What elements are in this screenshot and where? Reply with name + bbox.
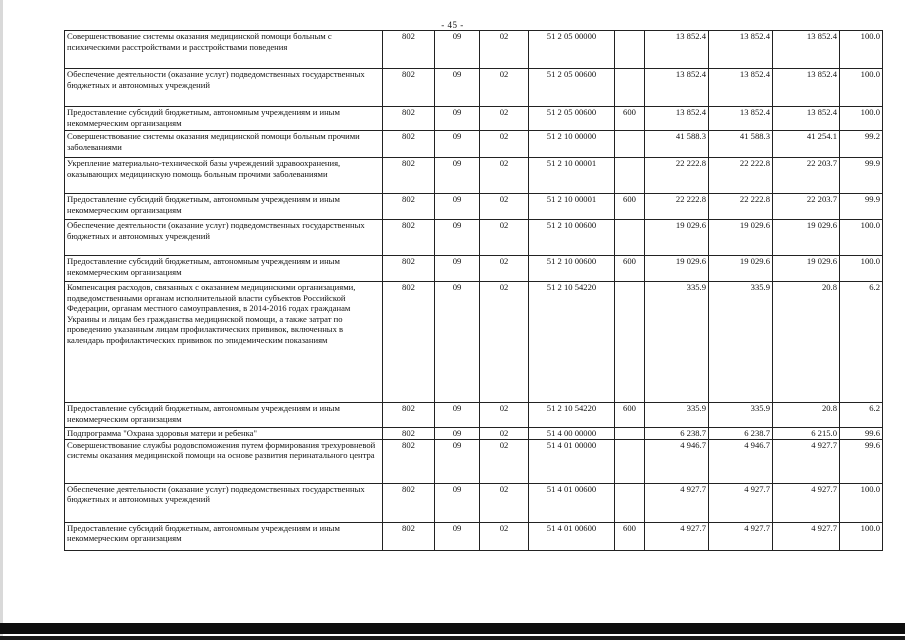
table-row: [65, 439, 883, 483]
target-article-cell: 51 2 10 00001: [529, 194, 615, 220]
row-name-cell: Компенсация расходов, связанных с оказанием медицинскими организациями, подведомственными органам исполнительной власти субъектов Российской Федерации, органам местного самоуправления, в 2014-2016 годах гражданам Украины и лицам без гражданства медицинской помощи, а также затрат по проведению указанным лицам профилактических прививок, включенных в календарь профилактических прививок по эпидемическим показаниям: [65, 282, 383, 403]
target-article-cell: 51 4 00 00000: [529, 428, 615, 440]
approved-amount-cell: 19 029.6: [645, 256, 709, 282]
subsection-code-cell: 02: [480, 220, 529, 256]
expense-type-cell: [615, 31, 645, 69]
refined-amount-cell: 6 238.7: [709, 428, 773, 440]
expense-type-cell: [615, 131, 645, 158]
expense-type-cell: [615, 439, 645, 483]
expense-type-cell: 600: [615, 403, 645, 428]
approved-amount-cell: 6 238.7: [645, 428, 709, 440]
subsection-code-cell: 02: [480, 256, 529, 282]
expense-type-cell: [615, 483, 645, 522]
approved-amount-cell: 19 029.6: [645, 220, 709, 256]
refined-amount-cell: 13 852.4: [709, 107, 773, 131]
subsection-code-cell: 02: [480, 194, 529, 220]
table-row: [65, 69, 883, 107]
row-name-cell: Обеспечение деятельности (оказание услуг) подведомственных государственных бюджетных и автономных учреждений: [65, 220, 383, 256]
execution-percent-cell: 99.2: [840, 131, 883, 158]
section-code-cell: 09: [435, 522, 480, 550]
refined-amount-cell: 13 852.4: [709, 69, 773, 107]
row-name-cell: Совершенствование службы родовспоможения путем формирования трехуровневой системы оказания медицинской помощи на основе развития перинатального центра: [65, 439, 383, 483]
subsection-code-cell: 02: [480, 131, 529, 158]
table-row: [65, 282, 883, 403]
section-code-cell: 09: [435, 256, 480, 282]
section-code-cell: 09: [435, 69, 480, 107]
ministry-code-cell: 802: [383, 131, 435, 158]
target-article-cell: 51 4 01 00600: [529, 483, 615, 522]
row-name-cell: Подпрограмма "Охрана здоровья матери и ребенка": [65, 428, 383, 440]
page-number: - 45 -: [441, 20, 464, 30]
subsection-code-cell: 02: [480, 522, 529, 550]
executed-amount-cell: 4 927.7: [773, 483, 840, 522]
target-article-cell: 51 2 10 54220: [529, 403, 615, 428]
table-row: [65, 194, 883, 220]
scan-dark-band-lower: [0, 636, 905, 640]
row-name-cell: Укрепление материально-технической базы учреждений здравоохранения, оказывающих медицинскую помощь больным прочими заболеваниями: [65, 158, 383, 194]
approved-amount-cell: 13 852.4: [645, 107, 709, 131]
execution-percent-cell: 100.0: [840, 483, 883, 522]
ministry-code-cell: 802: [383, 158, 435, 194]
subsection-code-cell: 02: [480, 69, 529, 107]
executed-amount-cell: 20.8: [773, 403, 840, 428]
executed-amount-cell: 13 852.4: [773, 69, 840, 107]
approved-amount-cell: 4 927.7: [645, 483, 709, 522]
executed-amount-cell: 20.8: [773, 282, 840, 403]
executed-amount-cell: 19 029.6: [773, 220, 840, 256]
expense-type-cell: 600: [615, 256, 645, 282]
subsection-code-cell: 02: [480, 428, 529, 440]
expense-type-cell: [615, 282, 645, 403]
execution-percent-cell: 100.0: [840, 522, 883, 550]
expense-type-cell: [615, 69, 645, 107]
target-article-cell: 51 4 01 00000: [529, 439, 615, 483]
refined-amount-cell: 335.9: [709, 403, 773, 428]
refined-amount-cell: 19 029.6: [709, 256, 773, 282]
executed-amount-cell: 6 215.0: [773, 428, 840, 440]
execution-percent-cell: 99.9: [840, 158, 883, 194]
approved-amount-cell: 13 852.4: [645, 31, 709, 69]
target-article-cell: 51 2 10 00000: [529, 131, 615, 158]
execution-percent-cell: 100.0: [840, 220, 883, 256]
expense-type-cell: 600: [615, 194, 645, 220]
section-code-cell: 09: [435, 107, 480, 131]
approved-amount-cell: 335.9: [645, 282, 709, 403]
table-row: [65, 107, 883, 131]
approved-amount-cell: 41 588.3: [645, 131, 709, 158]
target-article-cell: 51 2 10 00600: [529, 220, 615, 256]
executed-amount-cell: 4 927.7: [773, 439, 840, 483]
executed-amount-cell: 22 203.7: [773, 194, 840, 220]
section-code-cell: 09: [435, 131, 480, 158]
ministry-code-cell: 802: [383, 194, 435, 220]
expense-type-cell: 600: [615, 522, 645, 550]
execution-percent-cell: 99.6: [840, 428, 883, 440]
table-row: [65, 158, 883, 194]
row-name-cell: Предоставление субсидий бюджетным, автономным учреждениям и иным некоммерческим организациям: [65, 522, 383, 550]
ministry-code-cell: 802: [383, 256, 435, 282]
executed-amount-cell: 41 254.1: [773, 131, 840, 158]
ministry-code-cell: 802: [383, 483, 435, 522]
section-code-cell: 09: [435, 403, 480, 428]
approved-amount-cell: 335.9: [645, 403, 709, 428]
execution-percent-cell: 100.0: [840, 69, 883, 107]
budget-table: [64, 30, 883, 551]
section-code-cell: 09: [435, 158, 480, 194]
target-article-cell: 51 2 05 00600: [529, 107, 615, 131]
refined-amount-cell: 41 588.3: [709, 131, 773, 158]
target-article-cell: 51 2 05 00000: [529, 31, 615, 69]
table-row: [65, 522, 883, 550]
row-name-cell: Обеспечение деятельности (оказание услуг) подведомственных государственных бюджетных и автономных учреждений: [65, 69, 383, 107]
section-code-cell: 09: [435, 428, 480, 440]
table-row: [65, 428, 883, 440]
executed-amount-cell: 19 029.6: [773, 256, 840, 282]
table-row: [65, 31, 883, 69]
scan-left-edge: [0, 0, 3, 640]
ministry-code-cell: 802: [383, 282, 435, 403]
subsection-code-cell: 02: [480, 282, 529, 403]
table-row: [65, 483, 883, 522]
target-article-cell: 51 4 01 00600: [529, 522, 615, 550]
ministry-code-cell: 802: [383, 107, 435, 131]
ministry-code-cell: 802: [383, 522, 435, 550]
refined-amount-cell: 4 927.7: [709, 522, 773, 550]
ministry-code-cell: 802: [383, 428, 435, 440]
row-name-cell: Предоставление субсидий бюджетным, автономным учреждениям и иным некоммерческим организациям: [65, 107, 383, 131]
executed-amount-cell: 13 852.4: [773, 107, 840, 131]
execution-percent-cell: 100.0: [840, 256, 883, 282]
refined-amount-cell: 4 927.7: [709, 483, 773, 522]
target-article-cell: 51 2 10 00600: [529, 256, 615, 282]
ministry-code-cell: 802: [383, 31, 435, 69]
target-article-cell: 51 2 05 00600: [529, 69, 615, 107]
section-code-cell: 09: [435, 439, 480, 483]
refined-amount-cell: 19 029.6: [709, 220, 773, 256]
target-article-cell: 51 2 10 00001: [529, 158, 615, 194]
execution-percent-cell: 100.0: [840, 107, 883, 131]
refined-amount-cell: 22 222.8: [709, 158, 773, 194]
row-name-cell: Предоставление субсидий бюджетным, автономным учреждениям и иным некоммерческим организациям: [65, 256, 383, 282]
approved-amount-cell: 22 222.8: [645, 194, 709, 220]
executed-amount-cell: 4 927.7: [773, 522, 840, 550]
subsection-code-cell: 02: [480, 107, 529, 131]
expense-type-cell: [615, 428, 645, 440]
section-code-cell: 09: [435, 483, 480, 522]
execution-percent-cell: 6.2: [840, 403, 883, 428]
section-code-cell: 09: [435, 282, 480, 403]
section-code-cell: 09: [435, 31, 480, 69]
executed-amount-cell: 22 203.7: [773, 158, 840, 194]
subsection-code-cell: 02: [480, 31, 529, 69]
execution-percent-cell: 99.6: [840, 439, 883, 483]
target-article-cell: 51 2 10 54220: [529, 282, 615, 403]
approved-amount-cell: 13 852.4: [645, 69, 709, 107]
execution-percent-cell: 6.2: [840, 282, 883, 403]
table-row: [65, 220, 883, 256]
expense-type-cell: [615, 158, 645, 194]
subsection-code-cell: 02: [480, 158, 529, 194]
expense-type-cell: [615, 220, 645, 256]
scan-dark-band: [0, 623, 905, 634]
table-row: [65, 131, 883, 158]
refined-amount-cell: 13 852.4: [709, 31, 773, 69]
section-code-cell: 09: [435, 220, 480, 256]
refined-amount-cell: 22 222.8: [709, 194, 773, 220]
row-name-cell: Обеспечение деятельности (оказание услуг) подведомственных государственных бюджетных и автономных учреждений: [65, 483, 383, 522]
row-name-cell: Совершенствование системы оказания медицинской помощи больным прочими заболеваниями: [65, 131, 383, 158]
subsection-code-cell: 02: [480, 483, 529, 522]
ministry-code-cell: 802: [383, 403, 435, 428]
table-row: [65, 403, 883, 428]
subsection-code-cell: 02: [480, 403, 529, 428]
approved-amount-cell: 22 222.8: [645, 158, 709, 194]
approved-amount-cell: 4 927.7: [645, 522, 709, 550]
subsection-code-cell: 02: [480, 439, 529, 483]
execution-percent-cell: 100.0: [840, 31, 883, 69]
refined-amount-cell: 4 946.7: [709, 439, 773, 483]
approved-amount-cell: 4 946.7: [645, 439, 709, 483]
execution-percent-cell: 99.9: [840, 194, 883, 220]
row-name-cell: Предоставление субсидий бюджетным, автономным учреждениям и иным некоммерческим организациям: [65, 403, 383, 428]
executed-amount-cell: 13 852.4: [773, 31, 840, 69]
expense-type-cell: 600: [615, 107, 645, 131]
section-code-cell: 09: [435, 194, 480, 220]
table-row: [65, 256, 883, 282]
ministry-code-cell: 802: [383, 220, 435, 256]
ministry-code-cell: 802: [383, 69, 435, 107]
refined-amount-cell: 335.9: [709, 282, 773, 403]
ministry-code-cell: 802: [383, 439, 435, 483]
row-name-cell: Предоставление субсидий бюджетным, автономным учреждениям и иным некоммерческим организациям: [65, 194, 383, 220]
row-name-cell: Совершенствование системы оказания медицинской помощи больным с психическими расстройствами и расстройствами поведения: [65, 31, 383, 69]
